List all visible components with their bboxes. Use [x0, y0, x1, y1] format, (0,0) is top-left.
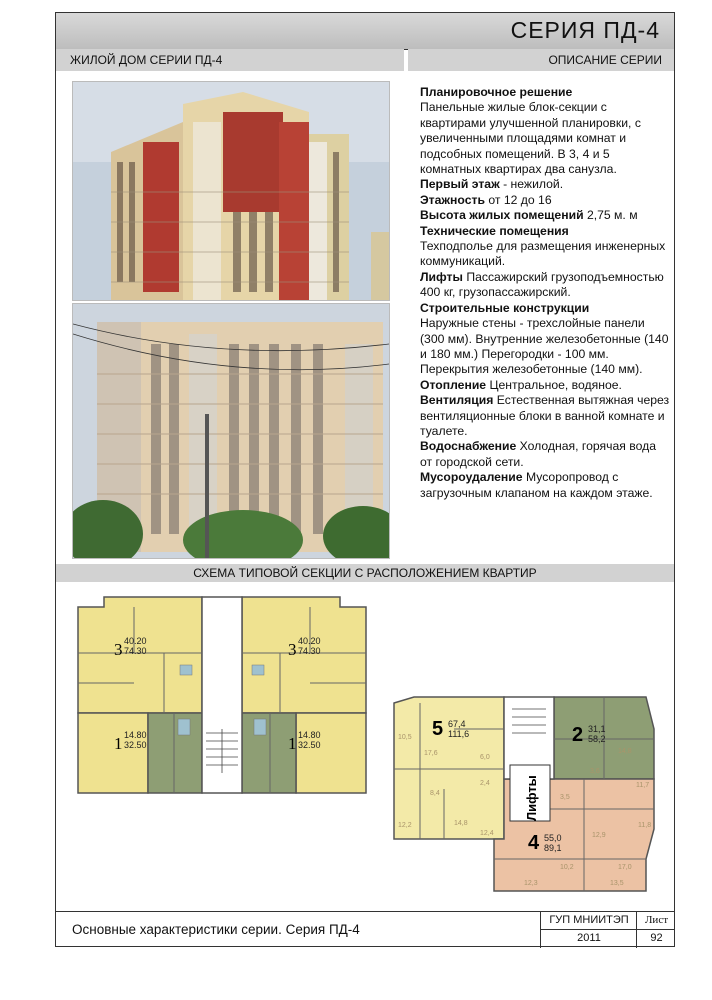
- room-area: 12,4: [480, 830, 494, 837]
- desc-lifts: Лифты Пассажирский грузоподъемностью 400 кг, грузопассажирский.: [420, 269, 664, 300]
- room-area: 3,5: [560, 794, 570, 801]
- desc-heating: Отопление Центральное, водяное.: [420, 377, 622, 392]
- page-frame: [55, 12, 675, 947]
- footer-sheet-number: 92: [650, 932, 663, 944]
- room-area: 8,4: [430, 790, 440, 797]
- plan-right-apt-5-area2: 111,6: [448, 729, 470, 739]
- room-area: 14,8: [618, 748, 632, 755]
- plan-left-apt-3-rooms: 1: [114, 734, 123, 753]
- building-photo-2: [72, 303, 390, 559]
- plan-right-apt-2-area2: 58,2: [588, 734, 606, 744]
- floor-plan-right: [384, 689, 672, 899]
- footer-org: ГУП МНИИТЭП: [549, 914, 629, 926]
- room-area: 10,5: [398, 734, 412, 741]
- room-area: 11,7: [636, 782, 650, 789]
- plan-right-apt-4-area1: 55,0: [544, 833, 562, 843]
- plan-left-apt-3-area1: 14.80: [124, 730, 147, 740]
- desc-first-floor: Первый этаж - нежилой.: [420, 177, 564, 192]
- desc-technical: Технические помещения Техподполье для размещения инженерных коммуникаций.: [420, 223, 666, 269]
- lift-label: Лифты: [524, 775, 539, 821]
- plan-left-apt-2-rooms: 3: [288, 640, 297, 659]
- footer-year: 2011: [577, 932, 601, 944]
- footer: [56, 911, 674, 948]
- plan-left-apt-1-area1: 40.20: [124, 636, 147, 646]
- desc-floors: Этажность от 12 до 16: [420, 192, 552, 207]
- scheme-title: СХЕМА ТИПОВОЙ СЕКЦИИ С РАСПОЛОЖЕНИЕМ КВАРТИР: [56, 564, 674, 582]
- room-area: 3,6: [590, 768, 600, 775]
- plan-right-apt-2-rooms: 2: [572, 724, 584, 746]
- room-area: 12,9: [592, 832, 606, 839]
- room-area: 17,0: [618, 864, 632, 871]
- plan-left-apt-4-area2: 32.50: [298, 740, 321, 750]
- plan-right-apt-5-rooms: 5: [432, 718, 444, 740]
- room-area: 14,8: [454, 820, 468, 827]
- page-title: СЕРИЯ ПД-4: [510, 17, 660, 43]
- desc-planning: Планировочное решение Панельные жилые блок-секции с квартирами улучшенной планировки, с увеличенными площадями комнат и подсобных помещений. В 3, 4 и 5 комнатных квартирах два санузла.: [420, 85, 641, 177]
- room-area: 12,2: [398, 822, 412, 829]
- series-description: [420, 85, 670, 501]
- room-area: 6,0: [480, 754, 490, 761]
- footer-title: Основные характеристики серии. Серия ПД-4: [72, 922, 360, 937]
- plan-right-apt-2-area1: 31,1: [588, 724, 606, 734]
- plan-left-apt-4-area1: 14.80: [298, 730, 321, 740]
- desc-waste: Мусороудаление Мусоропровод с загрузочным клапаном на каждом этаже.: [420, 470, 653, 500]
- desc-water: Водоснабжение Холодная, горячая вода от городской сети.: [420, 439, 656, 469]
- desc-construction: Строительные конструкции Наружные стены - трехслойные панели (300 мм). Внутренние железобетонные (140 и 180 мм.) Перегородки - 100 мм. Перекрытия железобетонные (140 мм).: [420, 300, 669, 377]
- plan-right-apt-4-area2: 89,1: [544, 843, 562, 853]
- building-photo-1: [72, 81, 390, 301]
- plan-left-apt-3-area2: 32.50: [124, 740, 147, 750]
- room-area: 13,5: [610, 880, 624, 887]
- plan-right-apt-4-rooms: 4: [528, 832, 540, 854]
- room-area: 12,3: [524, 880, 538, 887]
- section-title-building: ЖИЛОЙ ДОМ СЕРИИ ПД-4: [56, 49, 404, 71]
- desc-ceiling-height: Высота жилых помещений 2,75 м. м: [420, 208, 638, 223]
- plan-left-apt-2-area2: 74.30: [298, 646, 321, 656]
- footer-sheet-cell: [636, 912, 676, 948]
- plan-left-apt-4-rooms: 1: [288, 734, 297, 753]
- plan-left-apt-2-area1: 40.20: [298, 636, 321, 646]
- title-bar: [56, 13, 674, 50]
- section-title-description: ОПИСАНИЕ СЕРИИ: [408, 49, 674, 71]
- plan-left-apt-1-rooms: 3: [114, 640, 123, 659]
- plan-left-apt-1-area2: 74.30: [124, 646, 147, 656]
- footer-divider: [540, 929, 675, 930]
- room-area: 10,2: [560, 864, 574, 871]
- room-area: 17,6: [424, 750, 438, 757]
- footer-org-cell: [540, 912, 637, 948]
- plan-right-apt-5-area1: 67,4: [448, 719, 466, 729]
- desc-ventilation: Вентиляция Естественная вытяжная через вентиляционные блоки в ванной комнате и туалете.: [420, 393, 670, 438]
- room-area: 11,8: [638, 822, 652, 829]
- floor-plan-left: [74, 593, 374, 803]
- room-area: 2,4: [480, 780, 490, 787]
- footer-sheet-label: Лист: [644, 914, 669, 926]
